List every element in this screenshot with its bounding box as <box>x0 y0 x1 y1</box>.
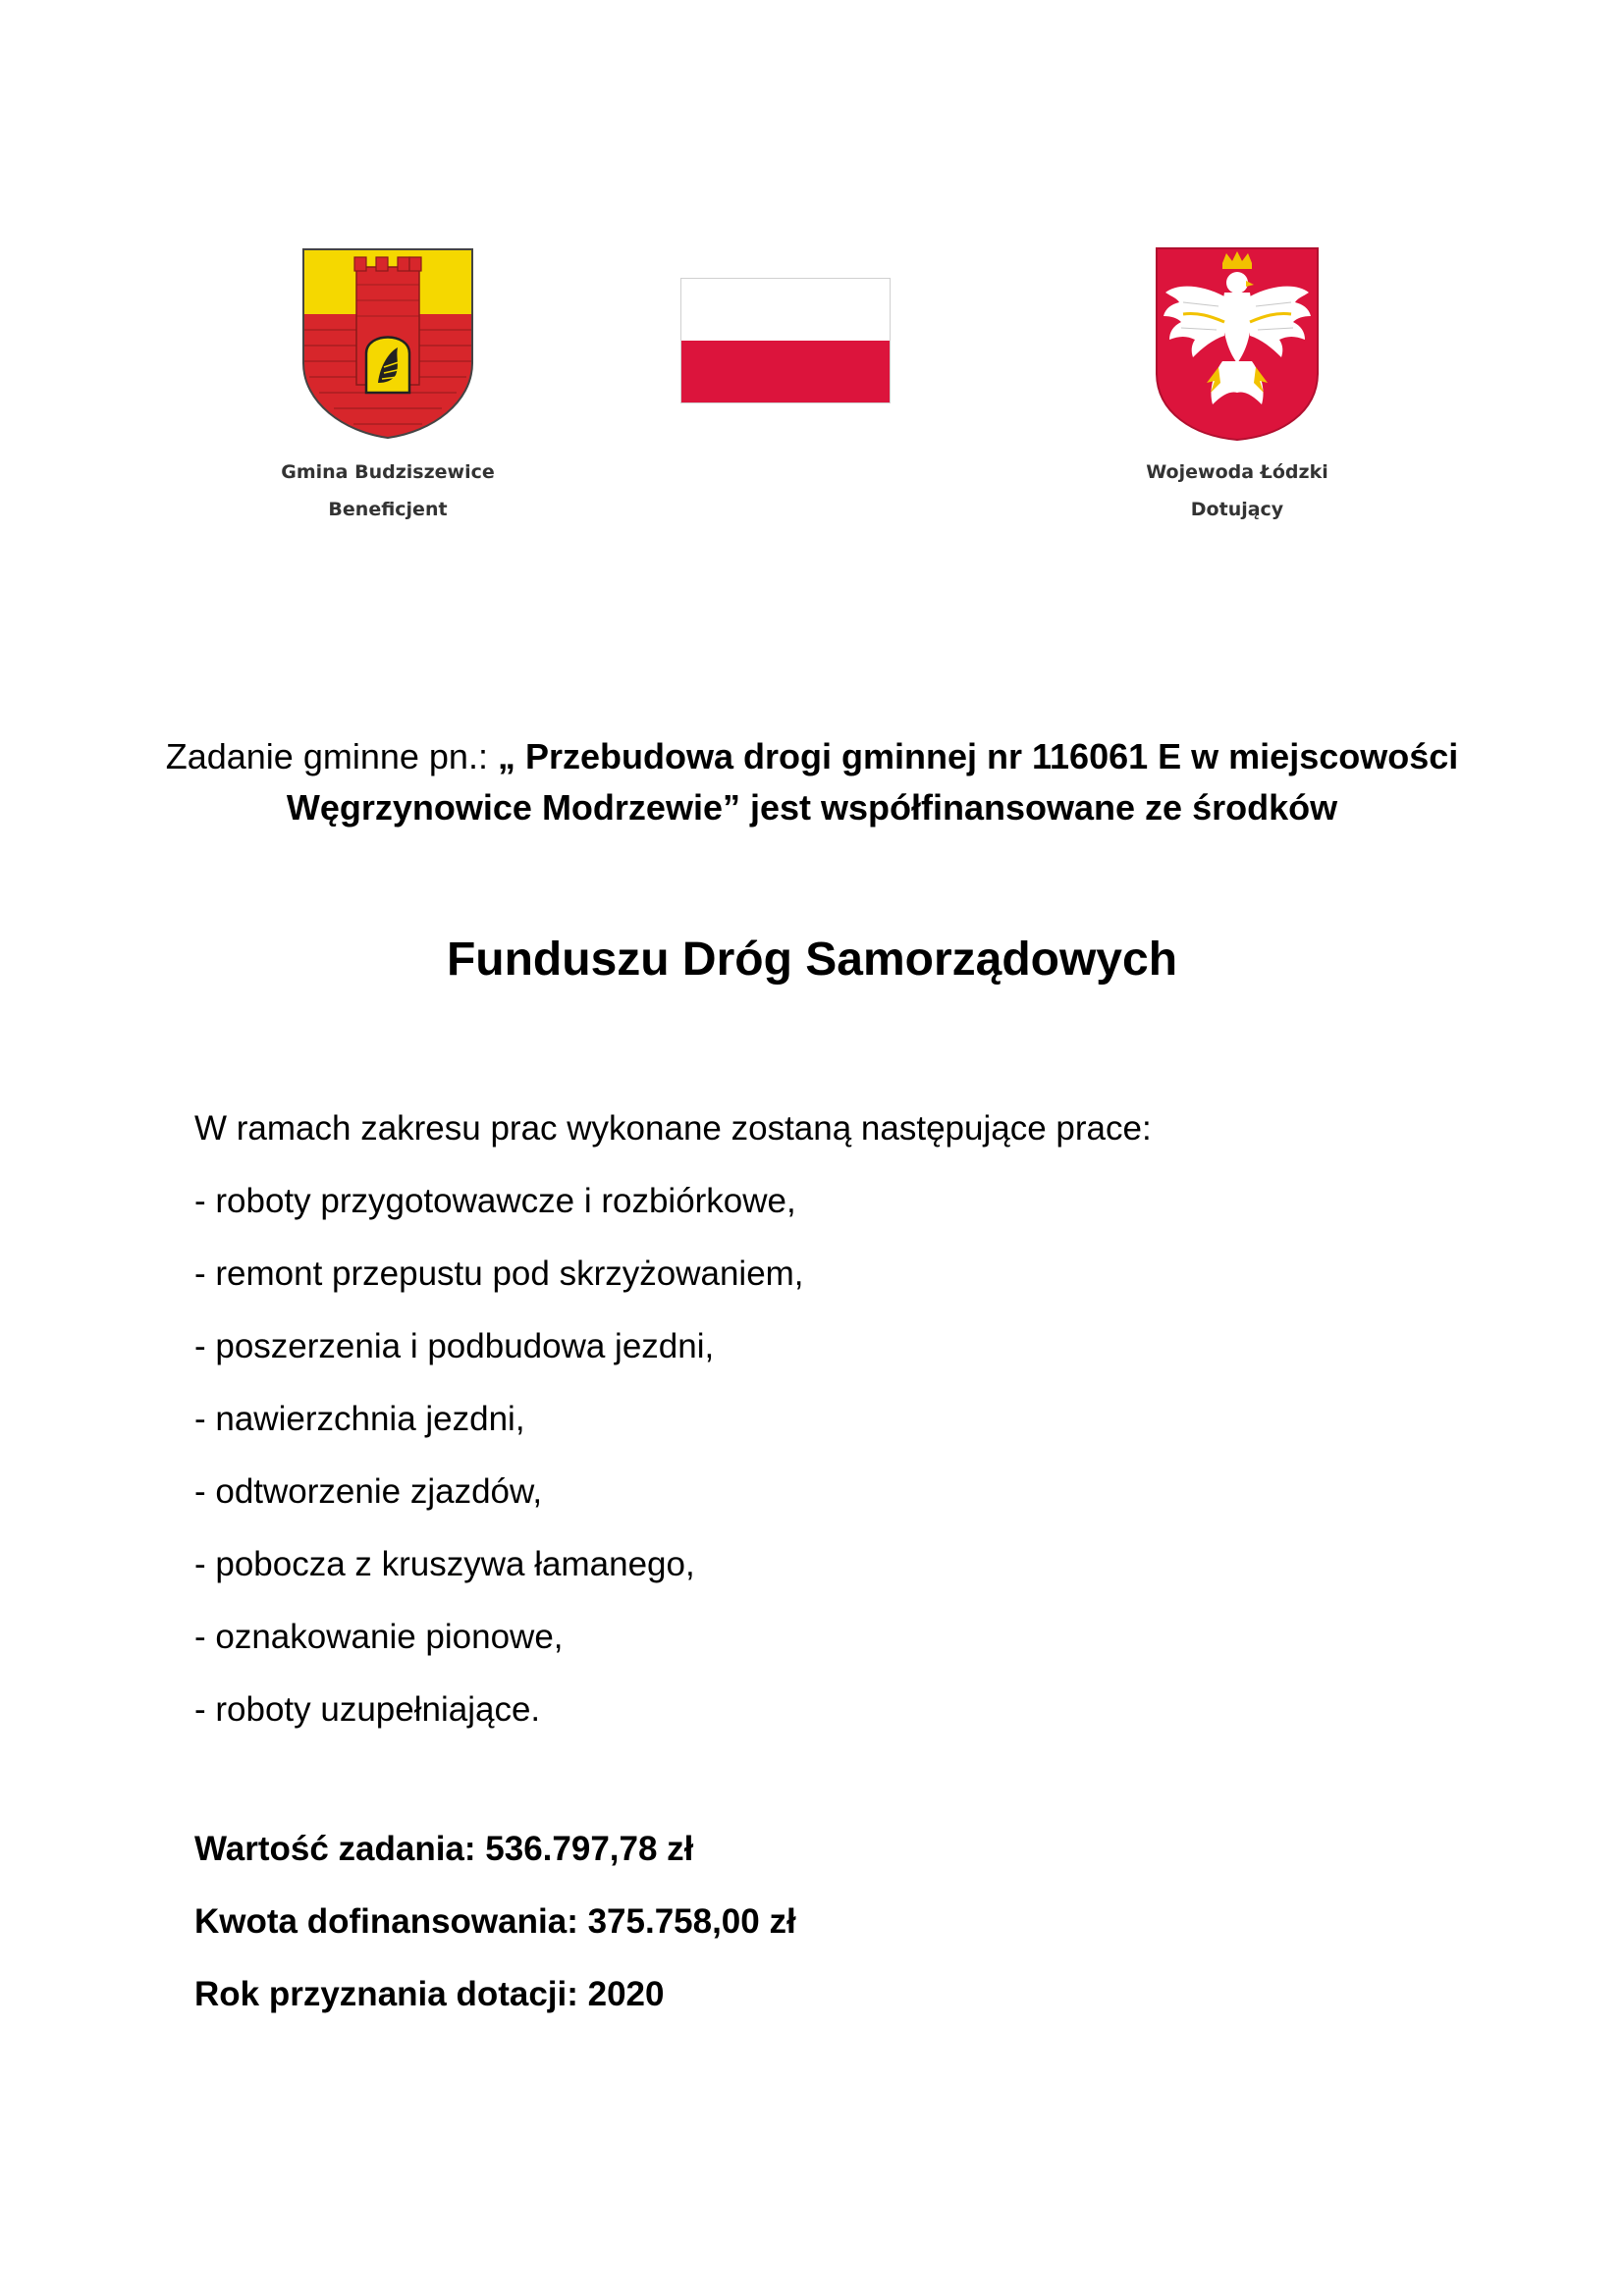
scope-list-item: - odtworzenie zjazdów, <box>194 1472 543 1511</box>
voivode-caption-name: Wojewoda Łódzki <box>1146 461 1328 483</box>
gmina-caption-role: Beneficjent <box>328 499 448 520</box>
municipal-coat-of-arms-icon <box>299 245 476 442</box>
intro-line-1 <box>128 731 1496 782</box>
intro-project-name-part1: „ Przebudowa drogi gminnej nr 116061 E w miejscowości <box>497 736 1459 776</box>
scope-heading: W ramach zakresu prac wykonane zostaną następujące prace: <box>194 1109 1152 1148</box>
voivode-logo-block <box>1105 245 1370 528</box>
scope-list-item: - roboty uzupełniające. <box>194 1690 541 1729</box>
polish-white-eagle-emblem-icon <box>1154 245 1321 442</box>
scope-list-item: - poszerzenia i podbudowa jezdni, <box>194 1327 715 1365</box>
task-intro-paragraph <box>128 731 1496 833</box>
funding-amount: Kwota dofinansowania: 375.758,00 zł <box>194 1902 796 1941</box>
flag-white-stripe <box>681 279 890 341</box>
task-value: Wartość zadania: 536.797,78 zł <box>194 1830 694 1868</box>
gmina-logo-block <box>255 245 520 528</box>
scope-list-item: - remont przepustu pod skrzyżowaniem, <box>194 1255 804 1293</box>
voivode-caption-role: Dotujący <box>1190 499 1284 520</box>
intro-prefix: Zadanie gminne pn.: <box>165 736 498 776</box>
flag-red-stripe <box>681 341 890 402</box>
polish-flag-icon <box>680 278 891 403</box>
intro-project-name-part2: Węgrzynowice Modrzewie” jest współfinansowane ze środków <box>286 787 1338 828</box>
scope-list-item: - roboty przygotowawcze i rozbiórkowe, <box>194 1182 796 1220</box>
scope-list-item: - oznakowanie pionowe, <box>194 1618 564 1656</box>
polish-flag-block <box>680 278 893 405</box>
gmina-caption-name: Gmina Budziszewice <box>281 461 495 483</box>
scope-list-item: - nawierzchnia jezdni, <box>194 1400 525 1438</box>
scope-section <box>194 1107 1471 1761</box>
scope-list-item: - pobocza z kruszywa łamanego, <box>194 1545 695 1583</box>
fund-title: Funduszu Dróg Samorządowych <box>446 934 1178 986</box>
summary-section <box>194 1828 1471 2046</box>
grant-year: Rok przyznania dotacji: 2020 <box>194 1975 665 2013</box>
